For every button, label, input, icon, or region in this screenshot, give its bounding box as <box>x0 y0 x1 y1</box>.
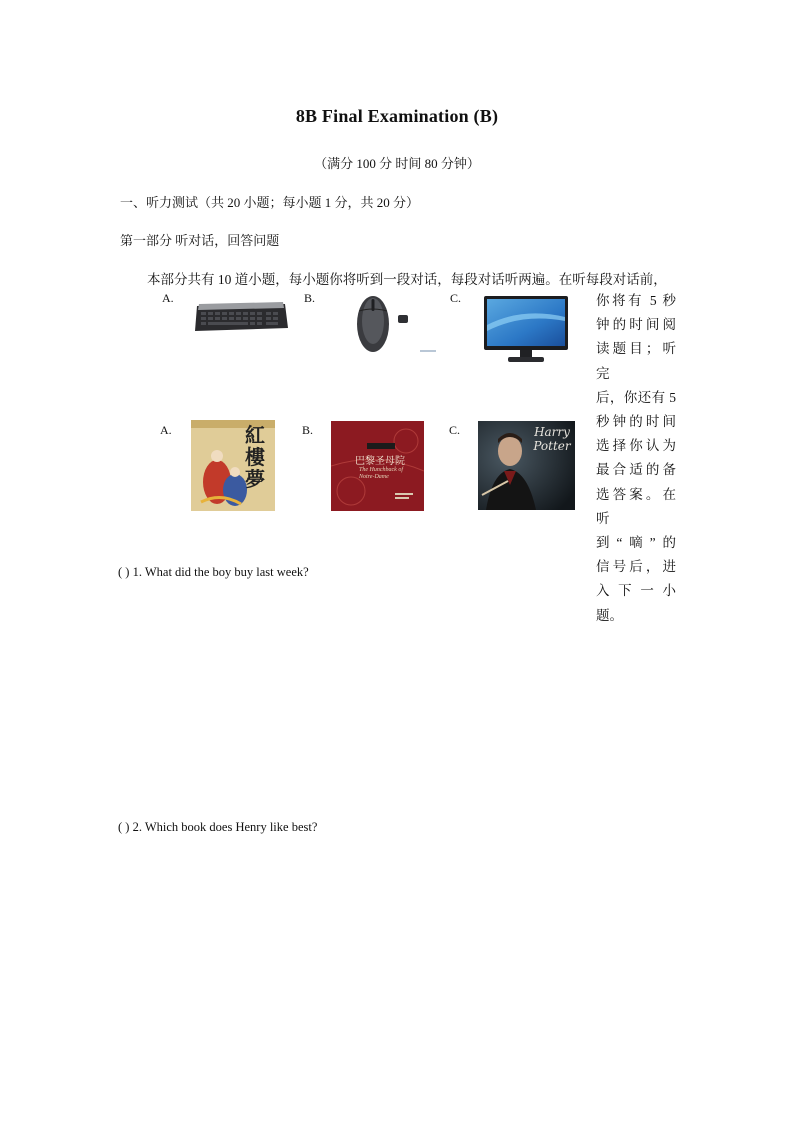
book-cover-harry-potter <box>478 421 575 510</box>
question-1 <box>118 565 309 580</box>
section-heading: 一、听力测试（共 20 小题；每小题 1 分，共 20 分） <box>120 195 420 210</box>
monitor-image <box>482 295 570 367</box>
option-label-2a: A. <box>160 423 172 437</box>
question-1-text: 1. What did the boy buy last week? <box>132 565 309 579</box>
book-cover-notre-dame <box>331 421 424 511</box>
question-2-text: 2. Which book does Henry like best? <box>132 820 318 834</box>
option-label-1b: B. <box>304 291 316 305</box>
mouse-image <box>345 291 440 357</box>
option-label-2c: C. <box>449 423 461 437</box>
option-label-1a: A. <box>162 291 174 305</box>
question-2 <box>118 820 317 835</box>
keyboard-image <box>193 298 289 338</box>
book-cover-red-chamber <box>191 420 275 511</box>
book-a-title: 紅樓夢 <box>245 423 265 491</box>
score-time-note: （满分 100 分 时间 80 分钟） <box>314 156 480 171</box>
part-heading: 第一部分 听对话，回答问题 <box>120 233 280 248</box>
page-title: 8B Final Examination (B) <box>295 106 499 126</box>
instructions-continuation: 你将有 5 秒 钟的时间阅 读题目；听完 后，你还有 5 秒钟的时间 选择你认为 最合适的备 选答案。在听 到“嘀”的 信号后，进 入下一小题。 <box>596 293 676 623</box>
option-label-1c: C. <box>450 291 462 305</box>
instructions-text: 本部分共有 10 道小题，每小题你将听到一段对话，每段对话听两遍。在听每段对话前， <box>147 272 667 287</box>
book-b-subtitle: The Hunchback of Notre-Dame <box>359 467 403 480</box>
answer-blank-1[interactable]: ( ) <box>118 565 130 579</box>
answer-blank-2[interactable]: ( ) <box>118 820 130 834</box>
book-b-title: 巴黎圣母院 <box>355 456 405 467</box>
option-label-2b: B. <box>302 423 314 437</box>
book-c-title: Harry Potter <box>533 425 571 453</box>
